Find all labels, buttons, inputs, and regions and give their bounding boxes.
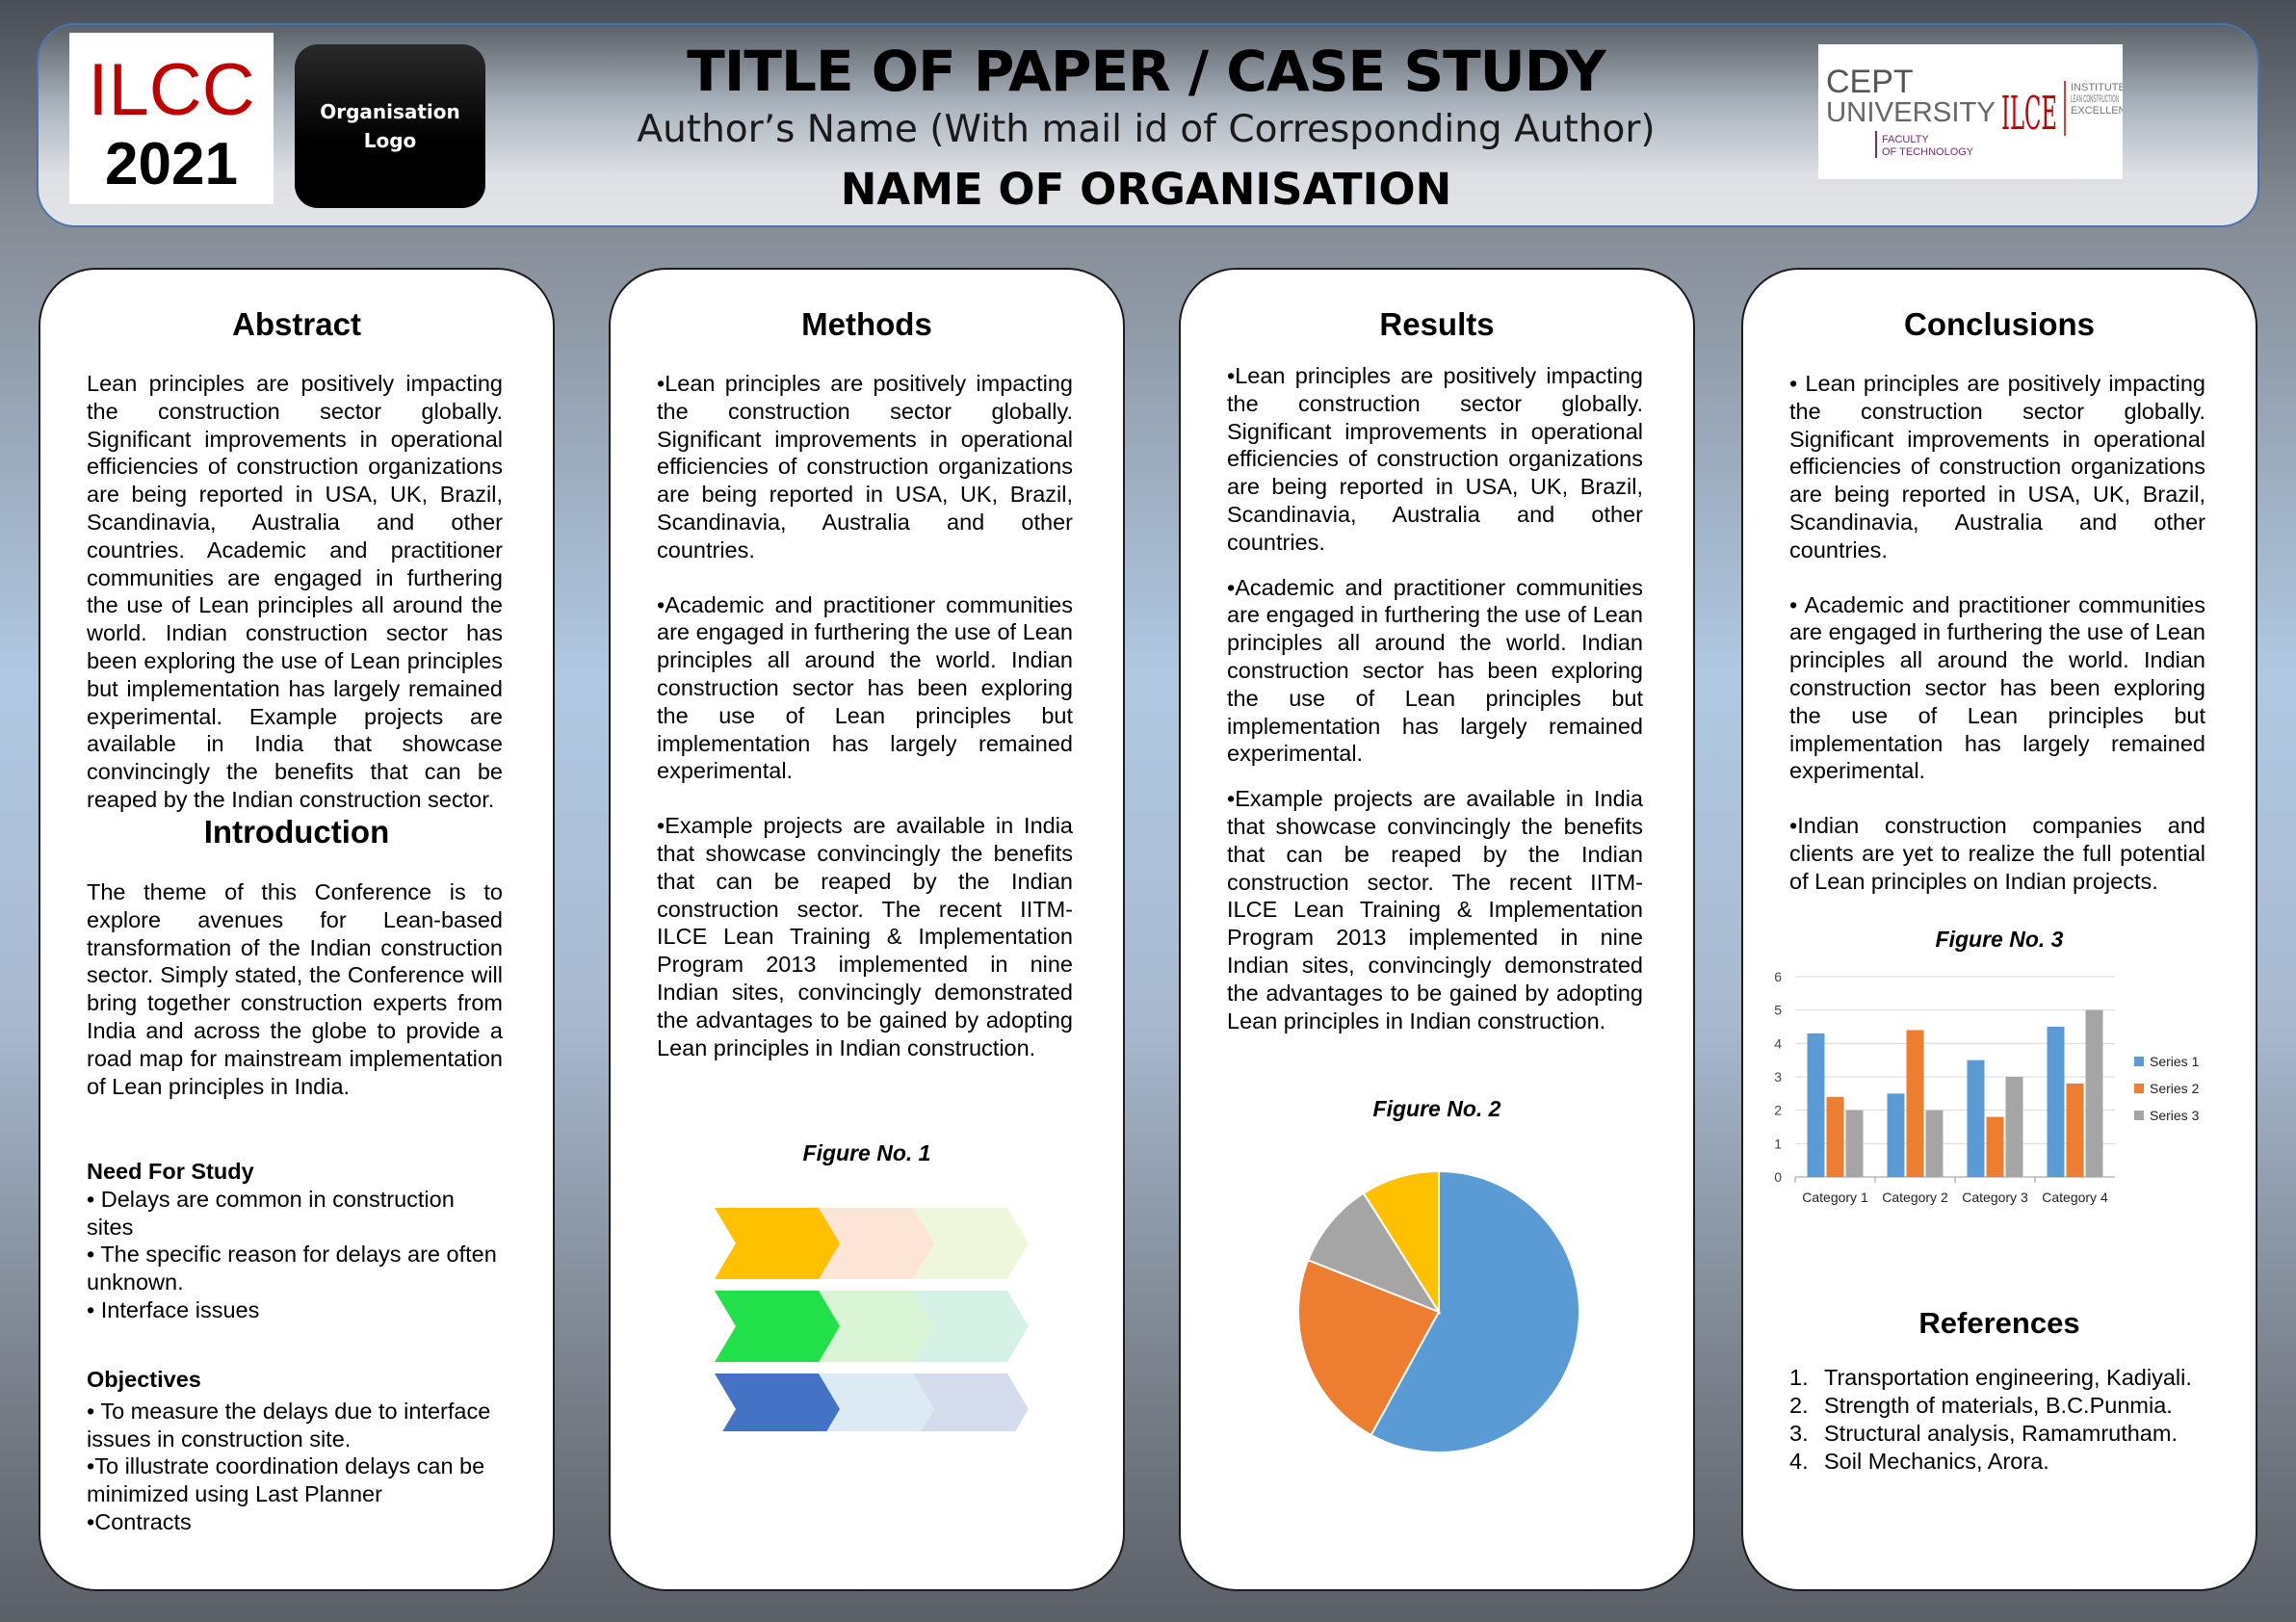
- figure-2-pie-chart: [1294, 1167, 1583, 1456]
- bar: [2048, 1027, 2065, 1177]
- bar: [1846, 1111, 1864, 1177]
- methods-paragraph: •Academic and practitioner communities are engaged in furthering the use of Lean principles all around the world. Indian construction sector has been exploring the use of Lean principles but implementation has largely remained experimental.: [657, 591, 1073, 784]
- legend-swatch: [2134, 1084, 2144, 1093]
- results-text: [1227, 362, 1643, 1034]
- results-title: Results: [1379, 306, 1495, 342]
- objective-item: • To measure the delays due to interface issues in construction site.: [87, 1398, 491, 1452]
- bar: [2067, 1084, 2084, 1177]
- cept-line2: UNIVERSITY: [1826, 97, 1996, 128]
- need-for-study: [87, 1158, 503, 1324]
- figure-2-caption: Figure No. 2: [1372, 1096, 1501, 1121]
- methods-panel: [609, 268, 1125, 1591]
- reference-item: 1. Transportation engineering, Kadiyali.: [1789, 1365, 2192, 1390]
- need-item: • The specific reason for delays are often unknown.: [87, 1242, 497, 1295]
- ilce-inst-2: LEAN CONSTRUCTION: [2071, 93, 2120, 105]
- figure-3-caption: Figure No. 3: [1935, 927, 2064, 952]
- cept-ilce-logo: [1818, 44, 2123, 179]
- conclusions-paragraph: •Indian construction companies and clients are yet to realize the full potential of Lean principles on Indian projects.: [1789, 813, 2205, 894]
- ilce-inst-3: EXCELLEN: [2071, 105, 2123, 117]
- methods-title: Methods: [801, 306, 932, 342]
- methods-paragraph: •Lean principles are positively impacting the construction sector globally. Significant improvements in operational efficiencies of construction organizations are being reported in USA, UK, Brazil, Scandinavia, Australia and other countries.: [657, 371, 1073, 562]
- legend-label: Series 1: [2150, 1054, 2200, 1069]
- bar: [1888, 1093, 1905, 1177]
- bar: [1987, 1117, 2004, 1177]
- legend-label: Series 2: [2150, 1081, 2200, 1096]
- results-paragraph: •Lean principles are positively impacting the construction sector globally. Significant improvements in operational efficiencies of construction organizations are being reported in USA, UK, Brazil, Scandinavia, Australia and other countries.: [1227, 363, 1643, 555]
- bar: [2006, 1077, 2023, 1177]
- chevron-shape: [913, 1373, 1029, 1431]
- x-tick-label: Category 2: [1882, 1190, 1948, 1205]
- y-tick-label: 2: [1774, 1102, 1782, 1118]
- conclusions-text: [1789, 370, 2205, 896]
- need-for-study-title: Need For Study: [87, 1159, 254, 1184]
- cept-faculty-1: FACULTY: [1882, 134, 1929, 145]
- reference-item: 3. Structural analysis, Ramamrutham.: [1789, 1421, 2178, 1446]
- conclusions-title: Conclusions: [1903, 306, 2096, 342]
- organisation-logo-placeholder: Organisation Logo: [295, 44, 485, 208]
- chevron-shape: [715, 1291, 844, 1362]
- objectives-title: Objectives: [87, 1367, 201, 1392]
- reference-item: 2. Strength of materials, B.C.Punmia.: [1789, 1393, 2173, 1418]
- need-item: • Delays are common in construction sites: [87, 1186, 455, 1240]
- objective-item: •To illustrate coordination delays can be minimized using Last Planner: [87, 1453, 485, 1507]
- need-item: • Interface issues: [87, 1296, 260, 1322]
- results-paragraph: •Example projects are available in India that showcase convincingly the benefits that can be reaped by the Indian construction sector. The recent IITM-ILCE Lean Training & Implementation Program 2013 implemented in nine Indian sites, convincingly demonstrated the advantages to be gained by adopting Lean principles in Indian construction.: [1227, 786, 1643, 1033]
- ilcc-logo-year: 2021: [105, 131, 238, 197]
- figure-1-caption: Figure No. 1: [802, 1140, 931, 1165]
- y-tick-label: 3: [1774, 1069, 1782, 1085]
- ilce-inst-1: INSTITUTE: [2071, 82, 2123, 93]
- chevron-shape: [715, 1208, 844, 1279]
- methods-text: [657, 370, 1073, 1061]
- figure-3-bar-chart: [1762, 965, 2244, 1225]
- legend-swatch: [2134, 1111, 2144, 1120]
- bar: [1926, 1111, 1944, 1177]
- legend-swatch: [2134, 1057, 2144, 1066]
- organisation-name: NAME OF ORGANISATION: [840, 164, 1452, 215]
- abstract-panel: [39, 268, 555, 1591]
- abstract-title: Abstract: [232, 306, 361, 342]
- references-list: [1789, 1364, 2223, 1476]
- ilcc-logo: [69, 33, 274, 204]
- reference-item: 4. Soil Mechanics, Arora.: [1789, 1449, 2049, 1474]
- methods-paragraph: •Example projects are available in India that showcase convincingly the benefits that can be reaped by the Indian construction sector. The recent IITM-ILCE Lean Training & Implementation Program 2013 implemented in nine Indian sites, convincingly demonstrated the advantages to be gained by adopting Lean principles in Indian construction.: [657, 813, 1073, 1060]
- bar: [1968, 1060, 1985, 1177]
- results-panel: [1179, 268, 1695, 1591]
- results-paragraph: •Academic and practitioner communities are engaged in furthering the use of Lean principles all around the world. Indian construction sector has been exploring the use of Lean principles but implementation has largely remained experimental.: [1227, 574, 1643, 767]
- y-tick-label: 5: [1774, 1002, 1782, 1018]
- conclusions-panel: [1741, 268, 2257, 1591]
- bar: [1907, 1030, 1924, 1177]
- ilce-wordmark: ILCE: [2001, 87, 2057, 141]
- y-tick-label: 0: [1774, 1169, 1782, 1185]
- poster-title: TITLE OF PAPER / CASE STUDY: [687, 39, 1605, 104]
- bar: [1827, 1097, 1844, 1177]
- author-line: Author’s Name (With mail id of Corresponding Author): [637, 108, 1656, 151]
- legend-label: Series 3: [2150, 1108, 2200, 1123]
- bar: [1808, 1033, 1825, 1177]
- x-tick-label: Category 1: [1802, 1190, 1868, 1205]
- cept-line1: CEPT: [1826, 64, 1914, 100]
- cept-ilce-logo-graphic: [1818, 44, 2123, 179]
- bar: [2086, 1010, 2103, 1177]
- references-title: References: [1918, 1306, 2080, 1340]
- cept-faculty-2: OF TECHNOLOGY: [1882, 146, 1974, 158]
- y-tick-label: 6: [1774, 969, 1782, 984]
- objective-item: •Contracts: [87, 1508, 192, 1534]
- ilcc-logo-text: ILCC: [88, 49, 255, 131]
- x-tick-label: Category 3: [1962, 1190, 2028, 1205]
- conclusions-paragraph: • Academic and practitioner communities are engaged in furthering the use of Lean principles all around the world. Indian construction sector has been exploring the use of Lean principles but implementation has largely remained experimental.: [1789, 591, 2205, 784]
- x-tick-label: Category 4: [2042, 1190, 2108, 1205]
- abstract-text: Lean principles are positively impacting the construction sector globally. Significant improvements in operational efficiencies of construction organizations are being reported in USA, UK, Brazil, Scandinavia, Australia and other countries. Academic and practitioner communities are engaged in furthering the use of Lean principles all around the world. Indian construction sector has been exploring the use of Lean principles but implementation has largely remained experimental. Example projects are available in India that showcase convincingly the benefits that can be reaped by the Indian construction sector.: [87, 371, 503, 812]
- conclusions-paragraph: • Lean principles are positively impacting the construction sector globally. Significant improvements in operational efficiencies of construction organizations are being reported in USA, UK, Brazil, Scandinavia, Australia and other countries.: [1789, 371, 2205, 562]
- y-tick-label: 4: [1774, 1035, 1782, 1052]
- introduction-text: The theme of this Conference is to explore avenues for Lean-based transformation of the Indian construction sector. Simply stated, the Conference will bring together construction experts from India and across the globe to provide a road map for mainstream implementation of Lean principles in India.: [87, 879, 503, 1099]
- y-tick-label: 1: [1774, 1136, 1782, 1152]
- figure-1-chevron-diagram: [715, 1200, 1032, 1431]
- objectives: [87, 1366, 503, 1536]
- introduction-title: Introduction: [203, 814, 390, 850]
